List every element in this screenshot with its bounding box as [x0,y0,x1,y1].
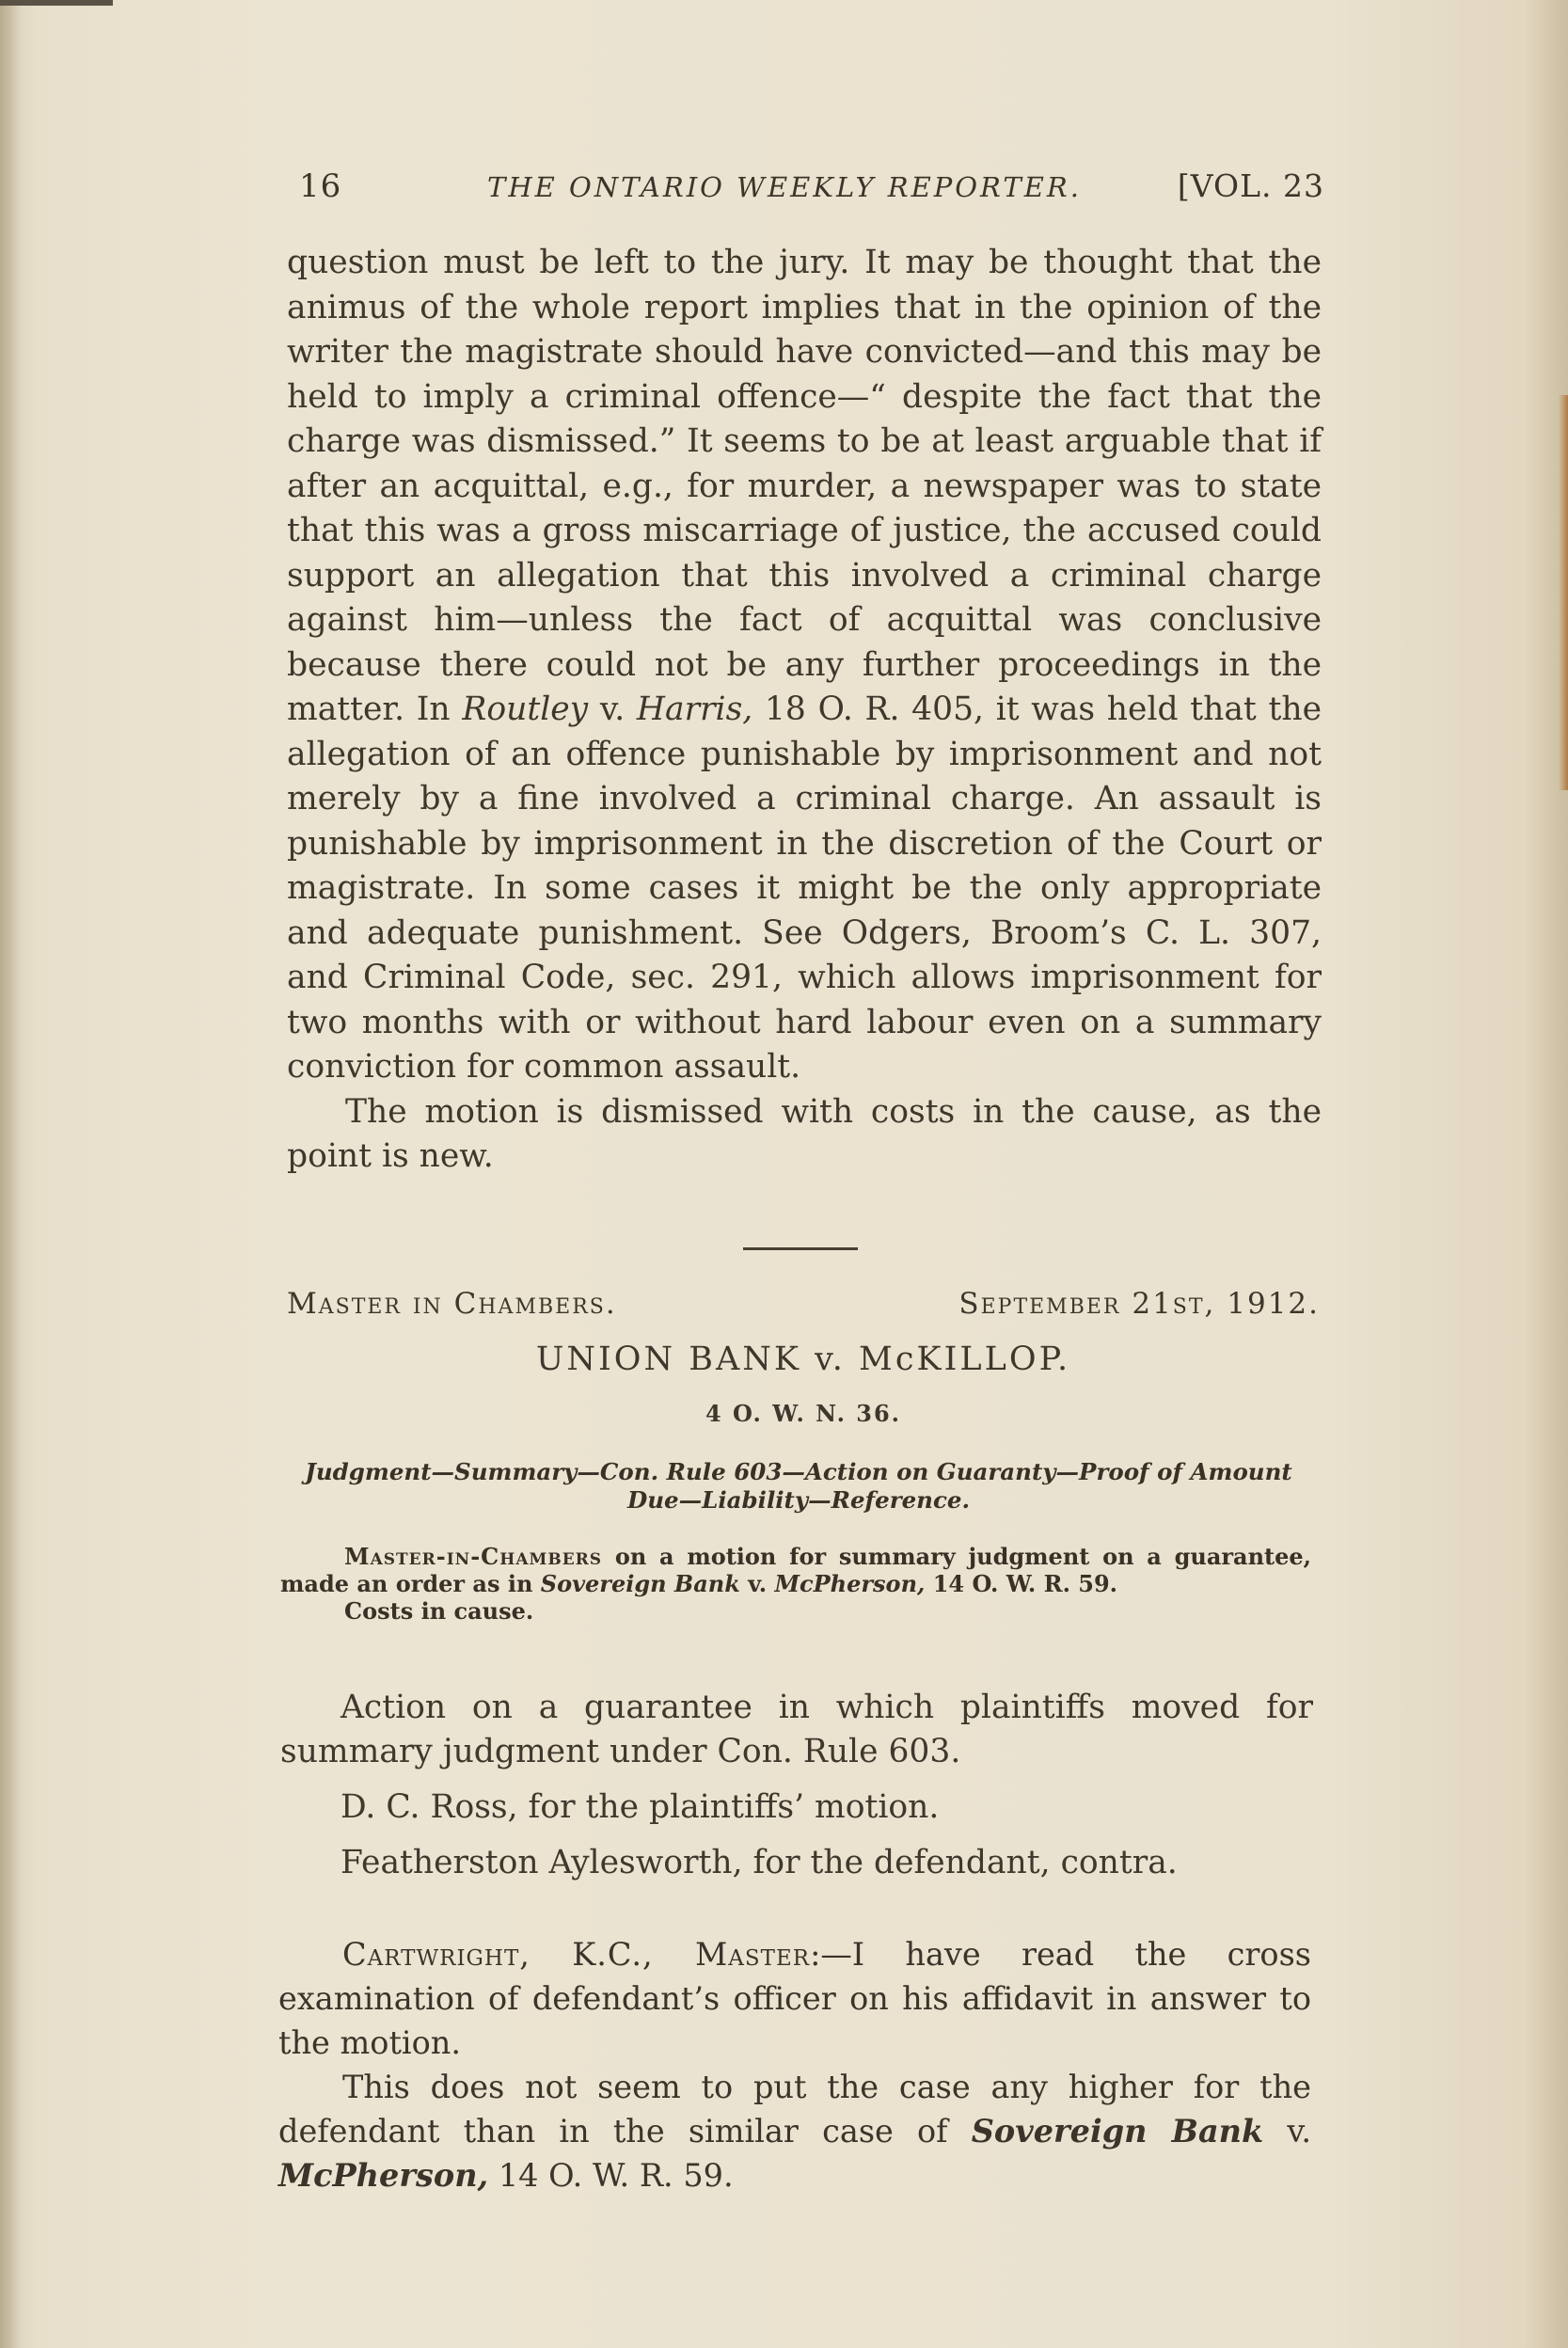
continued-judgment-text [287,241,1322,1180]
running-header [299,167,1324,214]
case-name-harris: Harris, [636,690,753,728]
case-citation: 4 O. W. N. 36. [705,1400,902,1427]
counsel-defendant: Featherston Aylesworth, for the defendant, contra. [341,1844,1178,1881]
judgment-text [278,1932,1311,2197]
running-title: THE ONTARIO WEEKLY REPORTER. [487,171,1082,203]
headnote-text: Master-in-Chambers on a motion for summary judgment on a guarantee, made an order as in Sovereign Bank v. McPherson, 14 O. W. R. 59. [280,1543,1311,1597]
paragraph-continued: question must be left to the jury. It may be thought that the animus of the whole report implies that in the opinion of the writer the magistrate should have convicted—and this may be held to imply a criminal offence—“ despite the fact that the charge was dismissed.” It seems to be at least arguable that if after an acquittal, e.g., for murder, a newspaper was to state that this was a gross miscarriage of justice, the accused could support an allegation that this involved a criminal charge against him—unless the fact of acquittal was conclusive because there could not be any further proceedings in the matter. In Routley v. Harris, 18 O. R. 405, it was held that the allegation of an offence punishable by imprisonment and not merely by a fine involved a criminal charge. An assault is punishable by imprisonment in the discretion of the Court or magistrate. In some cases it might be the only appropriate and adequate punishment. See Odgers, Broom’s C. L. 307, and Criminal Code, sec. 291, which allows imprisonment for two months with or without hard labour even on a summary conviction for common assault. [287,244,1322,1086]
spine-shadow [0,0,21,2348]
statement-paragraph: Action on a guarantee in which plaintiffs moved for summary judgment under Con. Rule 603. [280,1689,1313,1770]
case-name-routley: Routley [462,690,589,728]
section-divider [743,1247,858,1250]
volume-label: [VOL. 23 [1177,167,1324,204]
court-name: Master in Chambers. [287,1287,617,1321]
judge-name: Cartwright, K.C., Master [342,1936,811,1973]
judgment-opening: Cartwright, K.C., Master:—I have read the cross examination of defendant’s officer on his affidavit in answer to the motion. [278,1936,1311,2061]
paragraph-disposition: The motion is dismissed with costs in the cause, as the point is new. [287,1092,1322,1175]
page-number: 16 [299,167,342,205]
decision-date: September 21st, 1912. [958,1287,1320,1321]
page-top-edge [0,0,113,6]
page-edge-stain [1559,395,1568,790]
case-title: UNION BANK v. McKILLOP. [535,1341,1071,1378]
court-date-line [287,1287,1320,1330]
judgment-final: This does not seem to put the case any higher for the defendant than in the similar case of Sovereign Bank v. McPherson, 14 O. W. R. 59. [278,2069,1311,2194]
catchwords: Judgment—Summary—Con. Rule 603—Action on Guaranty—Proof of Amount Due—Liability—Reference. [305,1458,1292,1514]
headnote-costs: Costs in cause. [344,1597,534,1625]
case-statement [280,1686,1313,1896]
counsel-plaintiff: D. C. Ross, for the plaintiffs’ motion. [341,1788,940,1826]
headnote [280,1543,1311,1625]
